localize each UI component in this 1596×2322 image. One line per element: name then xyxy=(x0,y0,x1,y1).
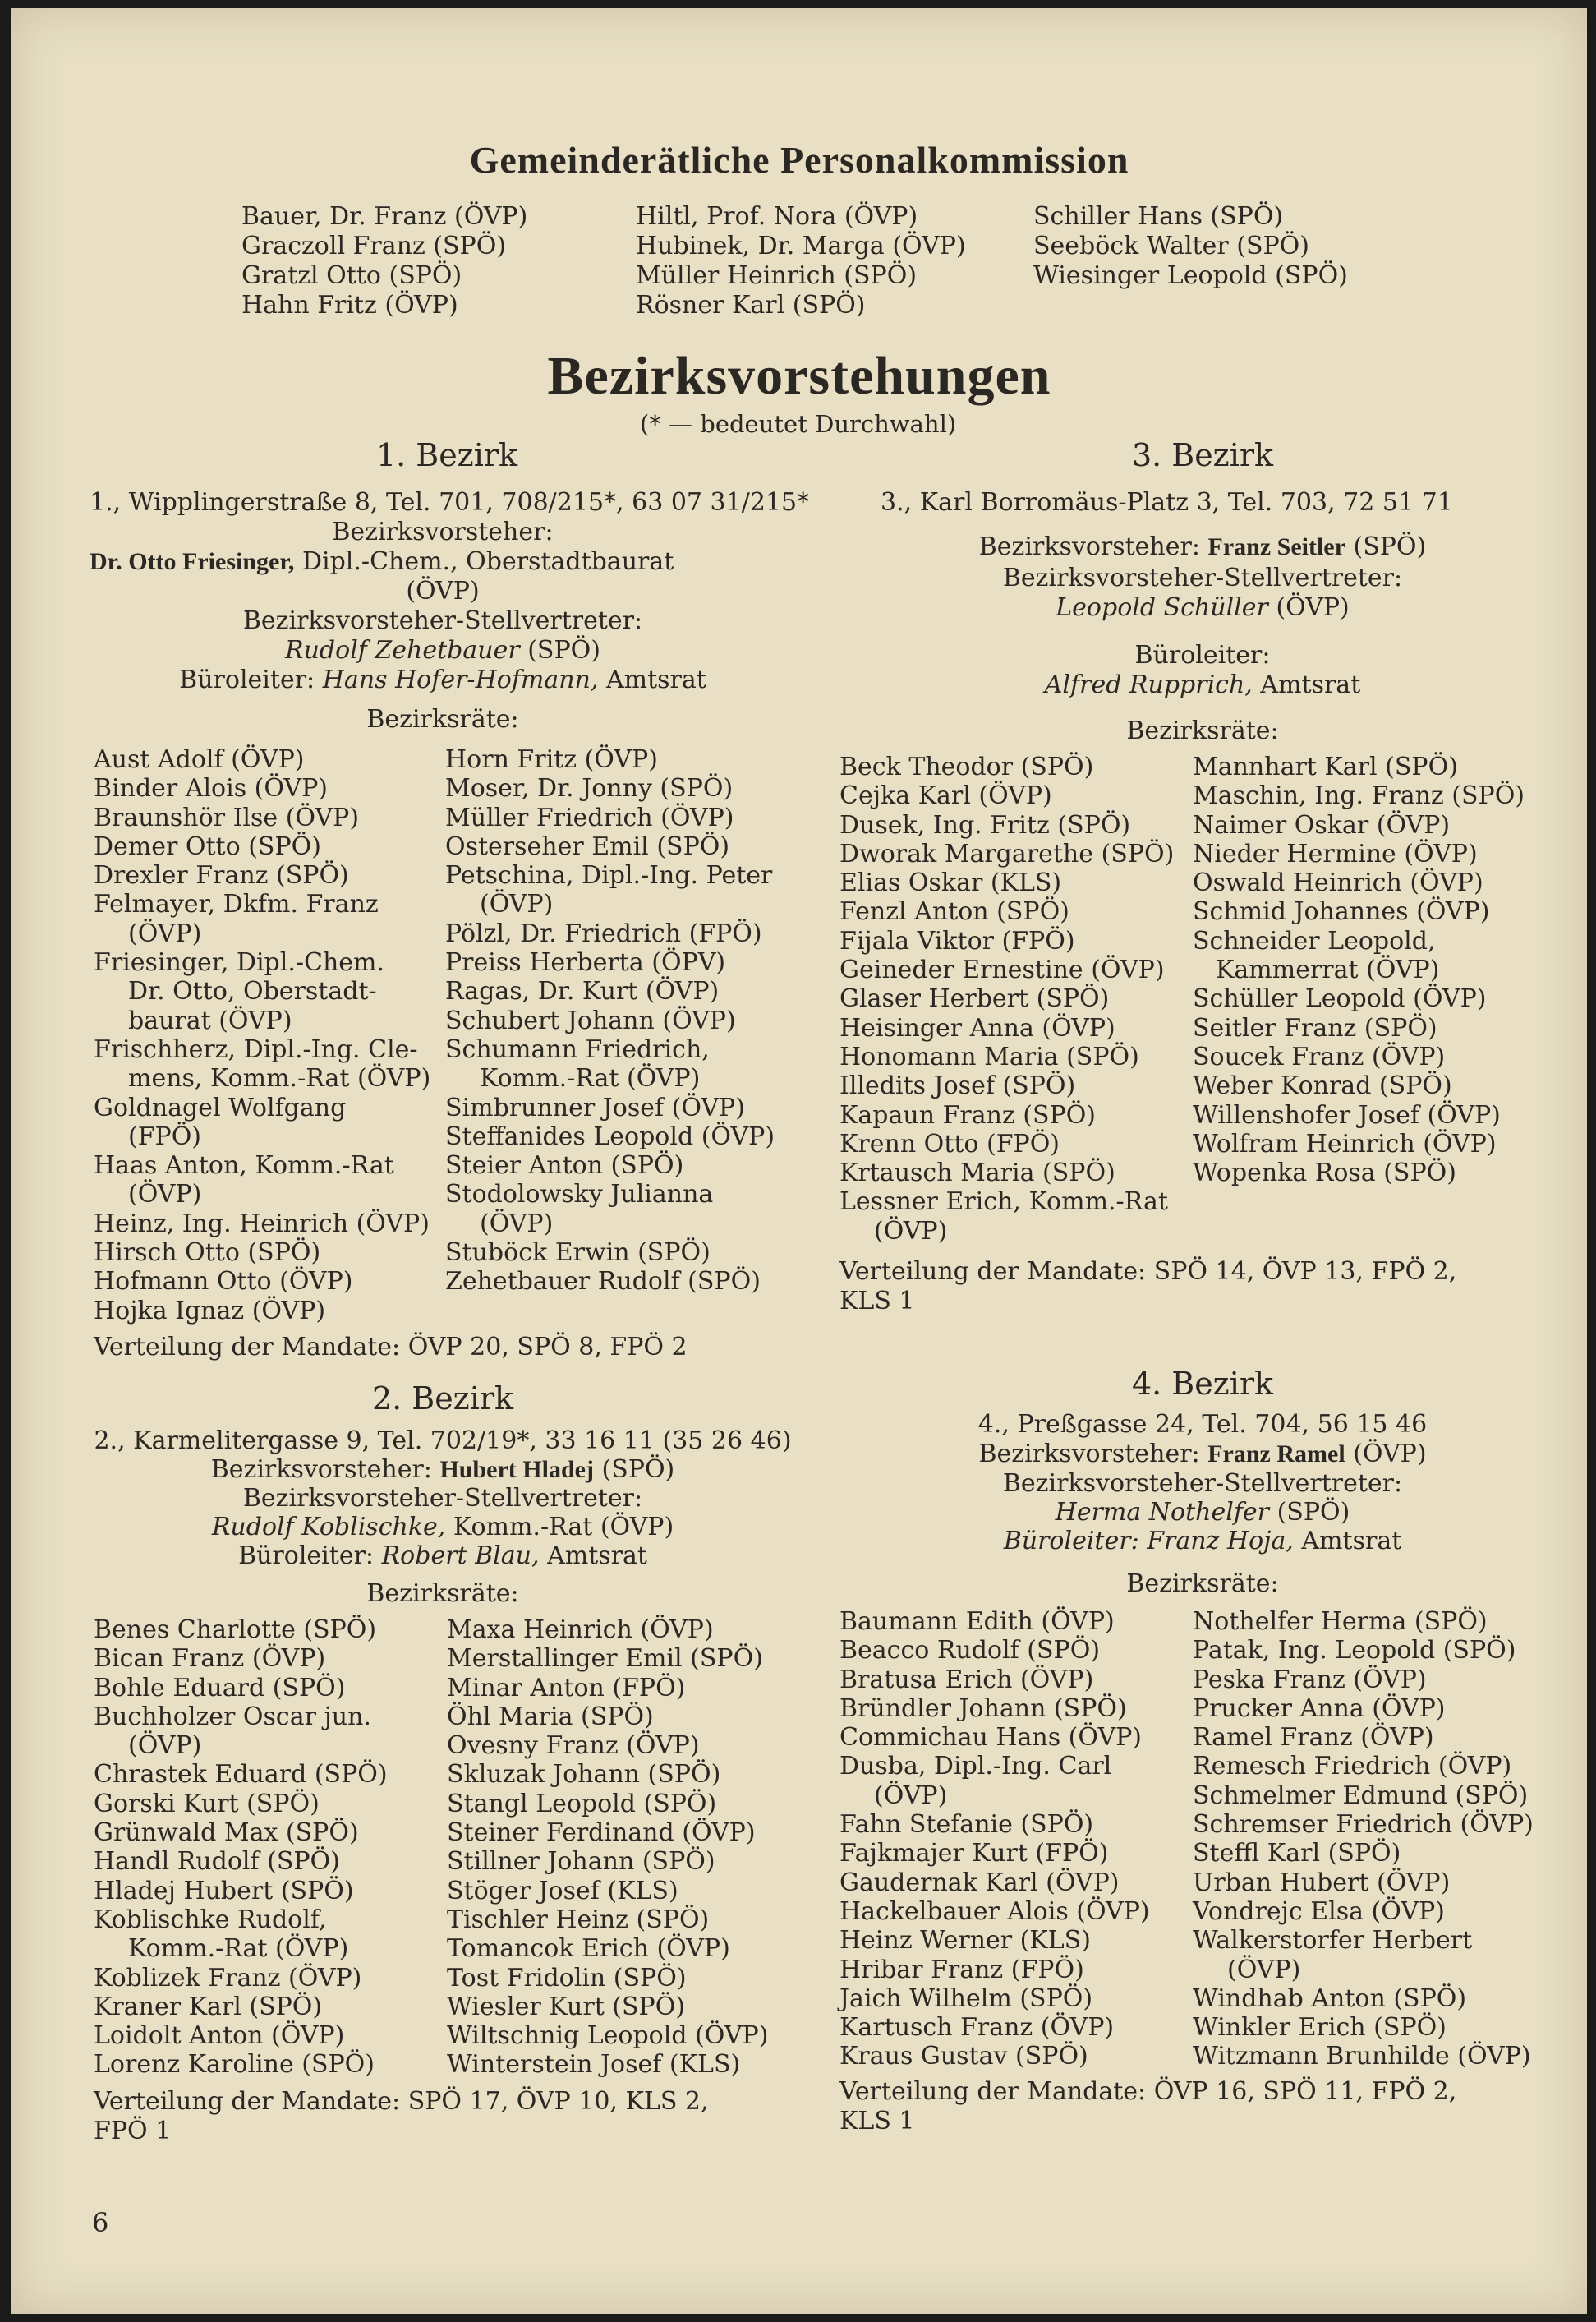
list-item: Bauer, Dr. Franz (ÖVP) xyxy=(241,202,528,231)
bezirk-1-raete-label: Bezirksräte: xyxy=(366,705,519,734)
list-item: Hojka Ignaz (ÖVP) xyxy=(94,1296,326,1325)
bezirk-3-raete-left xyxy=(839,753,1174,1246)
bezirk-1-stv xyxy=(85,636,800,666)
list-item: Bründler Johann (SPÖ) xyxy=(839,1693,1127,1723)
bezirk-2-address: 2., Karmelitergasse 9, Tel. 702/19*, 33 16 11 (35 26 46) xyxy=(94,1426,792,1455)
list-item: Lessner Erich, Komm.-Rat xyxy=(839,1187,1168,1217)
bezirk-1-stv-label: Bezirksvorsteher-Stellvertreter: xyxy=(242,606,643,635)
list-item: Remesch Friedrich (ÖVP) xyxy=(1193,1752,1512,1781)
list-item: Walkerstorfer Herbert xyxy=(1193,1926,1473,1956)
list-item: (ÖVP) xyxy=(480,890,554,919)
list-item: (ÖVP) xyxy=(874,1216,948,1246)
list-item: Bratusa Erich (ÖVP) xyxy=(839,1665,1094,1694)
list-item: Wopenka Rosa (SPÖ) xyxy=(1193,1159,1456,1188)
list-item: Dr. Otto, Oberstadt- xyxy=(128,977,377,1007)
bezirk-1-buero-label: Büroleiter: xyxy=(179,666,315,694)
list-item: Kraus Gustav (SPÖ) xyxy=(839,2042,1088,2071)
bezirk-2-buero-label: Büroleiter: xyxy=(238,1541,375,1570)
list-item: Dworak Margarethe (SPÖ) xyxy=(839,839,1175,868)
bezirksvorstehungen-title: Bezirksvorstehungen xyxy=(547,346,1051,406)
list-item: Stodolowsky Julianna xyxy=(445,1180,714,1209)
bezirk-3-vorsteher-party: (SPÖ) xyxy=(1353,532,1427,561)
list-item: Naimer Oskar (ÖVP) xyxy=(1193,810,1451,840)
list-item: Wiesler Kurt (SPÖ) xyxy=(447,1992,686,2021)
list-item: Glaser Herbert (SPÖ) xyxy=(839,984,1110,1014)
list-item: Öhl Maria (SPÖ) xyxy=(447,1702,654,1731)
list-item: Heisinger Anna (ÖVP) xyxy=(839,1013,1115,1043)
list-item: Hofmann Otto (ÖVP) xyxy=(94,1267,353,1297)
list-item: Tomancok Erich (ÖVP) xyxy=(447,1934,730,1964)
list-item: Kartusch Franz (ÖVP) xyxy=(839,2013,1115,2043)
list-item: Minar Anton (FPÖ) xyxy=(447,1673,686,1702)
list-item: Winterstein Josef (KLS) xyxy=(447,2050,741,2080)
list-item: (ÖVP) xyxy=(128,919,202,948)
list-item: Schmelmer Edmund (SPÖ) xyxy=(1193,1781,1529,1810)
list-item: Baumann Edith (ÖVP) xyxy=(839,1607,1115,1636)
list-item: Krtausch Maria (SPÖ) xyxy=(839,1159,1115,1188)
list-item: Heinz Werner (KLS) xyxy=(839,1926,1091,1956)
bezirk-4-raete-right xyxy=(1193,1607,1534,2071)
list-item: Weber Konrad (SPÖ) xyxy=(1193,1071,1452,1101)
bezirk-2-vorsteher-party: (SPÖ) xyxy=(601,1455,675,1484)
list-item: Aust Adolf (ÖVP) xyxy=(94,745,305,774)
bezirk-1-vorsteher-name: Dr. Otto Friesinger, xyxy=(90,548,295,575)
list-item: Grünwald Max (SPÖ) xyxy=(94,1818,359,1848)
list-item: Horn Fritz (ÖVP) xyxy=(445,745,658,774)
list-item: Steier Anton (SPÖ) xyxy=(445,1151,684,1181)
bezirk-4-buero xyxy=(833,1527,1572,1556)
list-item: Demer Otto (SPÖ) xyxy=(94,832,321,861)
bezirk-2-mandate-2: FPÖ 1 xyxy=(94,2117,172,2145)
list-item: Buchholzer Oscar jun. xyxy=(94,1702,371,1731)
bezirk-3-raete-label: Bezirksräte: xyxy=(1126,716,1279,745)
bezirk-2-mandate-1: Verteilung der Mandate: SPÖ 17, ÖVP 10, KLS 2, xyxy=(94,2087,709,2116)
commission-col-1 xyxy=(241,202,527,320)
list-item: Wiesinger Leopold (SPÖ) xyxy=(1033,261,1348,290)
list-item: Schubert Johann (ÖVP) xyxy=(445,1006,736,1035)
list-item: Tischler Heinz (SPÖ) xyxy=(447,1905,710,1934)
list-item: Goldnagel Wolfgang xyxy=(94,1093,347,1122)
bezirk-3-address: 3., Karl Borromäus-Platz 3, Tel. 703, 72 51 71 xyxy=(881,488,1453,517)
bezirk-4-mandate-2: KLS 1 xyxy=(839,2107,915,2135)
bezirk-1-vorsteher-party: (ÖVP) xyxy=(406,577,480,606)
list-item: Steffl Karl (SPÖ) xyxy=(1193,1839,1401,1868)
list-item: Stuböck Erwin (SPÖ) xyxy=(445,1238,711,1268)
list-item: Felmayer, Dkfm. Franz xyxy=(94,890,379,919)
list-item: Preiss Herberta (ÖPV) xyxy=(445,948,726,978)
list-item: Skluzak Johann (SPÖ) xyxy=(447,1760,721,1790)
bezirk-3-vorsteher xyxy=(833,532,1572,562)
list-item: Ovesny Franz (ÖVP) xyxy=(447,1731,700,1761)
list-item: Chrastek Eduard (SPÖ) xyxy=(94,1760,388,1790)
bezirk-3-stv-name: Leopold Schüller xyxy=(1056,593,1268,622)
list-item: (ÖVP) xyxy=(480,1209,554,1238)
list-item: Schiller Hans (SPÖ) xyxy=(1033,202,1284,231)
list-item: Hiltl, Prof. Nora (ÖVP) xyxy=(636,202,918,231)
list-item: Prucker Anna (ÖVP) xyxy=(1193,1693,1446,1723)
list-item: (ÖVP) xyxy=(128,1731,202,1761)
document-page xyxy=(11,8,1587,2314)
list-item: Ragas, Dr. Kurt (ÖVP) xyxy=(445,977,720,1007)
list-item: Hubinek, Dr. Marga (ÖVP) xyxy=(636,232,966,260)
list-item: Peska Franz (ÖVP) xyxy=(1193,1665,1427,1694)
list-item: baurat (ÖVP) xyxy=(128,1006,292,1035)
list-item: Braunshör Ilse (ÖVP) xyxy=(94,803,360,832)
list-item: Commichau Hans (ÖVP) xyxy=(839,1723,1142,1753)
list-item: Beacco Rudolf (SPÖ) xyxy=(839,1636,1101,1665)
list-item: Kammerrat (ÖVP) xyxy=(1216,956,1440,985)
commission-col-2 xyxy=(636,202,966,320)
list-item: Witzmann Brunhilde (ÖVP) xyxy=(1193,2042,1531,2071)
list-item: Stangl Leopold (SPÖ) xyxy=(447,1789,717,1818)
bezirk-3-buero xyxy=(833,670,1572,700)
bezirk-1-buero xyxy=(85,666,800,695)
list-item: Ramel Franz (ÖVP) xyxy=(1193,1723,1434,1753)
bezirk-4-vorsteher-party: (ÖVP) xyxy=(1353,1440,1427,1468)
list-item: Zehetbauer Rudolf (SPÖ) xyxy=(445,1267,761,1297)
bezirk-2-buero-title: Amtsrat xyxy=(547,1541,647,1570)
bezirk-4-stv xyxy=(833,1498,1572,1527)
list-item: Benes Charlotte (SPÖ) xyxy=(94,1615,377,1644)
list-item: Gratzl Otto (SPÖ) xyxy=(241,261,462,290)
list-item: Oswald Heinrich (ÖVP) xyxy=(1193,868,1483,898)
list-item: Kapaun Franz (SPÖ) xyxy=(839,1100,1097,1130)
list-item: Beck Theodor (SPÖ) xyxy=(839,753,1094,781)
list-item: Hirsch Otto (SPÖ) xyxy=(94,1238,321,1268)
list-item: Müller Friedrich (ÖVP) xyxy=(445,803,734,832)
list-item: Schumann Friedrich, xyxy=(445,1034,710,1064)
list-item: Gorski Kurt (SPÖ) xyxy=(94,1789,320,1818)
bezirk-2-stv-label: Bezirksvorsteher-Stellvertreter: xyxy=(242,1484,643,1513)
bezirk-1-raete-left xyxy=(94,745,430,1325)
page-number: 6 xyxy=(92,2207,109,2238)
bezirk-2-buero-name: Robert Blau, xyxy=(381,1541,540,1570)
bezirk-4-stv-party: (SPÖ) xyxy=(1276,1498,1350,1527)
bezirk-1-stv-party: (SPÖ) xyxy=(527,636,600,665)
list-item: (ÖVP) xyxy=(1227,1955,1301,1984)
list-item: Steffanides Leopold (ÖVP) xyxy=(445,1122,775,1151)
list-item: Loidolt Anton (ÖVP) xyxy=(94,2021,345,2051)
bezirk-3-stv-party: (ÖVP) xyxy=(1276,593,1350,622)
list-item: Komm.-Rat (ÖVP) xyxy=(128,1934,349,1964)
list-item: Osterseher Emil (SPÖ) xyxy=(445,832,730,861)
bezirk-4-buero-label: Büroleiter: Franz Hoja, xyxy=(1003,1527,1294,1555)
bezirk-4-vorsteher-name: Franz Ramel xyxy=(1207,1440,1345,1467)
list-item: Rösner Karl (SPÖ) xyxy=(636,291,866,320)
commission-title: Gemeinderätliche Personalkommission xyxy=(469,139,1129,181)
bezirk-3-vorsteher-label: Bezirksvorsteher: xyxy=(978,532,1200,561)
list-item: Fenzl Anton (SPÖ) xyxy=(839,897,1069,927)
commission-col-3 xyxy=(1033,202,1348,291)
list-item: Windhab Anton (SPÖ) xyxy=(1193,1983,1467,2013)
list-item: Bohle Eduard (SPÖ) xyxy=(94,1673,346,1702)
bezirk-3-mandate-1: Verteilung der Mandate: SPÖ 14, ÖVP 13, FPÖ 2, xyxy=(839,1257,1457,1286)
bezirk-1-buero-title: Amtsrat xyxy=(605,666,706,694)
list-item: Schneider Leopold, xyxy=(1193,926,1436,956)
bezirk-4-stv-label: Bezirksvorsteher-Stellvertreter: xyxy=(1002,1469,1403,1498)
list-item: Schüller Leopold (ÖVP) xyxy=(1193,984,1487,1014)
list-item: Bican Franz (ÖVP) xyxy=(94,1644,326,1674)
bezirk-2-stv-name: Rudolf Koblischke, xyxy=(211,1513,446,1541)
bezirk-3-stv-label: Bezirksvorsteher-Stellvertreter: xyxy=(1002,564,1403,592)
bezirk-2-stv xyxy=(85,1513,800,1542)
list-item: Wolfram Heinrich (ÖVP) xyxy=(1193,1129,1497,1159)
bezirk-2-vorsteher xyxy=(85,1455,800,1485)
list-item: Drexler Franz (SPÖ) xyxy=(94,861,349,891)
list-item: Lorenz Karoline (SPÖ) xyxy=(94,2050,375,2080)
bezirk-1-vorsteher-label: Bezirksvorsteher: xyxy=(332,518,554,546)
list-item: Friesinger, Dipl.-Chem. xyxy=(94,948,385,978)
list-item: (ÖVP) xyxy=(128,1180,202,1209)
list-item: Fahn Stefanie (SPÖ) xyxy=(839,1810,1094,1840)
list-item: Maschin, Ing. Franz (SPÖ) xyxy=(1193,781,1525,811)
bezirk-4-mandate-1: Verteilung der Mandate: ÖVP 16, SPÖ 11, FPÖ 2, xyxy=(839,2077,1457,2106)
list-item: Haas Anton, Komm.-Rat xyxy=(94,1151,394,1181)
bezirk-4-stv-name: Herma Nothelfer xyxy=(1055,1498,1270,1527)
list-item: Frischherz, Dipl.-Ing. Cle- xyxy=(94,1034,418,1064)
list-item: Merstallinger Emil (SPÖ) xyxy=(447,1644,763,1674)
list-item: Heinz, Ing. Heinrich (ÖVP) xyxy=(94,1209,430,1238)
list-item: Moser, Dr. Jonny (SPÖ) xyxy=(445,774,734,804)
bezirk-1-heading: 1. Bezirk xyxy=(375,437,518,473)
list-item: Stöger Josef (KLS) xyxy=(447,1876,678,1905)
bezirk-3-raete-right xyxy=(1193,753,1525,1187)
bezirk-3-mandate-2: KLS 1 xyxy=(839,1287,915,1315)
list-item: mens, Komm.-Rat (ÖVP) xyxy=(128,1064,431,1094)
bezirk-4-address: 4., Preßgasse 24, Tel. 704, 56 15 46 xyxy=(977,1410,1428,1439)
list-item: Elias Oskar (KLS) xyxy=(839,868,1062,898)
bezirk-1-mandate: Verteilung der Mandate: ÖVP 20, SPÖ 8, FPÖ 2 xyxy=(94,1333,688,1361)
list-item: Illedits Josef (SPÖ) xyxy=(839,1071,1076,1101)
list-item: Jaich Wilhelm (SPÖ) xyxy=(839,1983,1093,2013)
list-item: Dusba, Dipl.-Ing. Carl xyxy=(839,1752,1112,1781)
bezirk-2-heading: 2. Bezirk xyxy=(371,1380,514,1417)
bezirk-2-vorsteher-name: Hubert Hladej xyxy=(439,1456,594,1483)
bezirk-1-vorsteher-rest: Dipl.-Chem., Oberstadtbaurat xyxy=(301,547,674,576)
bezirk-4-vorsteher-label: Bezirksvorsteher: xyxy=(978,1440,1200,1468)
list-item: Honomann Maria (SPÖ) xyxy=(839,1042,1139,1071)
list-item: Graczoll Franz (SPÖ) xyxy=(241,232,507,260)
bezirk-1-stv-name: Rudolf Zehetbauer xyxy=(285,636,520,665)
bezirk-4-raete-label: Bezirksräte: xyxy=(1126,1569,1279,1598)
list-item: Fajkmajer Kurt (FPÖ) xyxy=(839,1839,1109,1868)
list-item: Urban Hubert (ÖVP) xyxy=(1193,1868,1451,1897)
list-item: Müller Heinrich (SPÖ) xyxy=(636,261,918,290)
list-item: Wiltschnig Leopold (ÖVP) xyxy=(447,2021,769,2051)
list-item: Koblizek Franz (ÖVP) xyxy=(94,1963,362,1993)
bezirk-3-vorsteher-name: Franz Seitler xyxy=(1207,533,1345,560)
list-item: (ÖVP) xyxy=(874,1781,948,1810)
bezirk-2-buero xyxy=(85,1541,800,1571)
list-item: Vondrejc Elsa (ÖVP) xyxy=(1193,1896,1445,1926)
bezirk-4-raete-left xyxy=(839,1607,1150,2071)
bezirk-3-stv xyxy=(833,593,1572,623)
bezirk-3-heading: 3. Bezirk xyxy=(1131,437,1274,473)
list-item: Hahn Fritz (ÖVP) xyxy=(241,291,458,320)
list-item: Cejka Karl (ÖVP) xyxy=(839,781,1052,811)
bezirk-1-buero-name: Hans Hofer-Hofmann, xyxy=(322,666,599,694)
list-item: Maxa Heinrich (ÖVP) xyxy=(447,1615,714,1644)
list-item: Schremser Friedrich (ÖVP) xyxy=(1193,1810,1534,1840)
list-item: Petschina, Dipl.-Ing. Peter xyxy=(445,861,773,891)
bezirk-1-address: 1., Wipplingerstraße 8, Tel. 701, 708/215*, 63 07 31/215* xyxy=(90,488,810,517)
bezirk-1-raete-right xyxy=(445,745,775,1297)
list-item: Koblischke Rudolf, xyxy=(94,1905,327,1934)
list-item: Hribar Franz (FPÖ) xyxy=(839,1955,1084,1984)
list-item: Schmid Johannes (ÖVP) xyxy=(1193,897,1490,927)
list-item: Mannhart Karl (SPÖ) xyxy=(1193,753,1458,781)
bezirk-2-stv-rest: Komm.-Rat (ÖVP) xyxy=(453,1513,674,1541)
list-item: Stillner Johann (SPÖ) xyxy=(447,1847,715,1877)
bezirk-4-heading: 4. Bezirk xyxy=(1131,1366,1274,1402)
bezirk-2-raete-label: Bezirksräte: xyxy=(366,1579,519,1608)
list-item: Komm.-Rat (ÖVP) xyxy=(480,1064,701,1094)
list-item: Winkler Erich (SPÖ) xyxy=(1193,2013,1447,2043)
bezirk-2-vorsteher-label: Bezirksvorsteher: xyxy=(210,1455,432,1484)
list-item: Hackelbauer Alois (ÖVP) xyxy=(839,1896,1150,1926)
list-item: Seeböck Walter (SPÖ) xyxy=(1033,232,1309,260)
durchwahl-note: (* — bedeutet Durchwahl) xyxy=(640,410,957,438)
list-item: Fijala Viktor (FPÖ) xyxy=(839,926,1075,956)
list-item: Patak, Ing. Leopold (SPÖ) xyxy=(1193,1636,1516,1665)
bezirk-4-vorsteher xyxy=(833,1440,1572,1469)
bezirk-2-raete-left xyxy=(94,1615,388,2080)
bezirk-1-vorsteher xyxy=(90,547,674,577)
list-item: Krenn Otto (FPÖ) xyxy=(839,1129,1060,1159)
list-item: Gaudernak Karl (ÖVP) xyxy=(839,1868,1120,1897)
list-item: Dusek, Ing. Fritz (SPÖ) xyxy=(839,810,1131,840)
bezirk-2-raete-right xyxy=(447,1615,768,2080)
bezirk-4-buero-title: Amtsrat xyxy=(1301,1527,1402,1555)
list-item: Soucek Franz (ÖVP) xyxy=(1193,1042,1446,1071)
bezirk-3-buero-label: Büroleiter: xyxy=(1134,641,1271,670)
bezirk-3-buero-title: Amtsrat xyxy=(1260,670,1361,699)
list-item: Seitler Franz (SPÖ) xyxy=(1193,1013,1437,1043)
list-item: (FPÖ) xyxy=(128,1122,202,1151)
list-item: Willenshofer Josef (ÖVP) xyxy=(1193,1100,1501,1130)
bezirk-3-buero-name: Alfred Rupprich, xyxy=(1044,670,1253,699)
list-item: Handl Rudolf (SPÖ) xyxy=(94,1847,340,1877)
list-item: Simbrunner Josef (ÖVP) xyxy=(445,1093,745,1122)
list-item: Kraner Karl (SPÖ) xyxy=(94,1992,323,2021)
list-item: Geineder Ernestine (ÖVP) xyxy=(839,956,1165,985)
list-item: Tost Fridolin (SPÖ) xyxy=(447,1963,687,1993)
list-item: Steiner Ferdinand (ÖVP) xyxy=(447,1818,756,1848)
list-item: Binder Alois (ÖVP) xyxy=(94,774,328,804)
list-item: Nieder Hermine (ÖVP) xyxy=(1193,839,1478,868)
list-item: Nothelfer Herma (SPÖ) xyxy=(1193,1607,1488,1636)
list-item: Hladej Hubert (SPÖ) xyxy=(94,1876,354,1905)
list-item: Pölzl, Dr. Friedrich (FPÖ) xyxy=(445,919,762,948)
